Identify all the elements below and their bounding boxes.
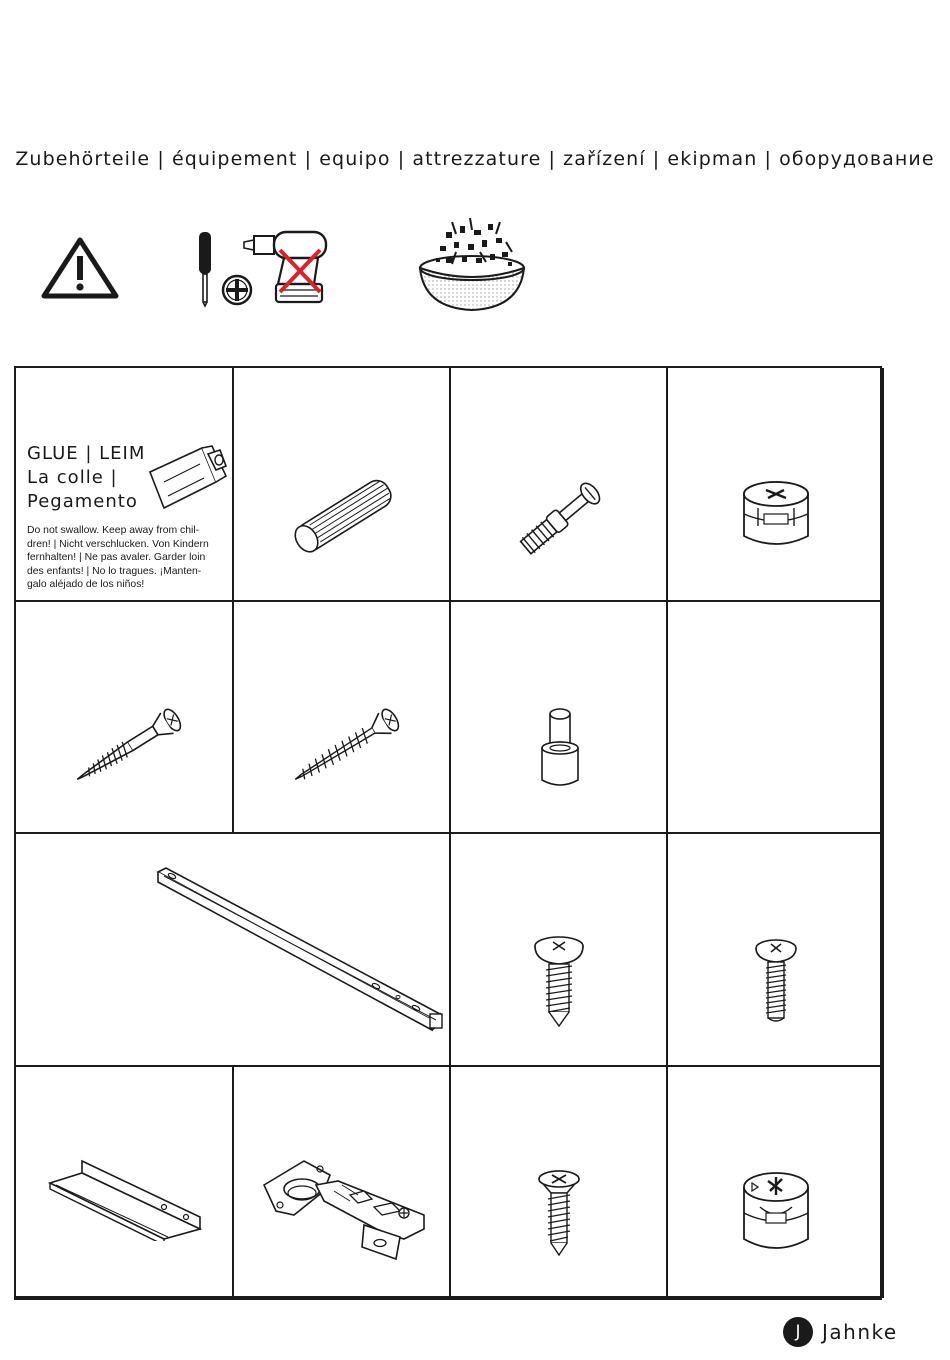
chipboard-screw-icon [282, 702, 412, 792]
cabinet-hinge-icon [254, 1155, 434, 1267]
part-cell-metal-handle [16, 1067, 234, 1298]
part-cell-glue [16, 368, 234, 602]
glue-title-line: La colle | [27, 467, 118, 488]
part-cell-cam-bolt [451, 368, 668, 602]
pan-head-screw-icon [531, 934, 587, 1030]
glue-bottle-icon [146, 442, 230, 518]
part-cell-shelf-pin [451, 602, 668, 834]
cam-lock-large-icon [738, 1167, 814, 1259]
glue-warning-text: Do not swallow. Keep away from chil- dren! | Nicht verschlucken. Von Kindern fernhalten! | Ne pas avaler. Garder loin des enfants! | No lo tragues. ¡Manten- galo aléjado de los niños! [27, 525, 209, 591]
glue-title [27, 442, 145, 514]
brand-logo-letter: J [795, 1322, 801, 1342]
countersunk-short-screw-icon [535, 1167, 583, 1259]
glue-title-line: GLUE | LEIM [27, 443, 146, 464]
metal-handle-icon [46, 1157, 206, 1241]
part-cell-chipboard-screw [234, 602, 451, 834]
part-cell-empty [668, 602, 884, 834]
part-cell-cabinet-hinge [234, 1067, 451, 1298]
part-cell-cam-lock-large [668, 1067, 884, 1298]
truss-head-screw-icon [752, 936, 800, 1026]
glue-title-line: Pegamento [27, 491, 138, 512]
shelf-pin-icon [535, 702, 585, 792]
screwdriver-no-drill-icon [188, 226, 333, 310]
brand-logo [782, 1316, 912, 1348]
metal-rail-icon [154, 864, 446, 1044]
part-cell-metal-rail [16, 834, 451, 1067]
warning-triangle-icon [40, 236, 120, 300]
part-cell-cam-lock [668, 368, 884, 602]
part-cell-truss-head-screw [668, 834, 884, 1067]
brand-name: Jahnke [822, 1320, 898, 1344]
countersunk-screw-icon [64, 702, 194, 792]
part-cell-countersunk-screw [16, 602, 234, 834]
parts-bowl-icon [416, 212, 528, 314]
part-cell-countersunk-short-screw [451, 1067, 668, 1298]
cam-lock-icon [738, 478, 814, 554]
part-cell-pan-head-screw [451, 834, 668, 1067]
cam-bolt-icon [501, 470, 621, 566]
parts-grid [14, 366, 882, 1300]
wooden-dowel-icon [282, 468, 404, 564]
page-heading: Zubehörteile | équipement | equipo | attrezzature | zařízení | ekipman | оборудование [15, 148, 935, 170]
part-cell-dowel [234, 368, 451, 602]
